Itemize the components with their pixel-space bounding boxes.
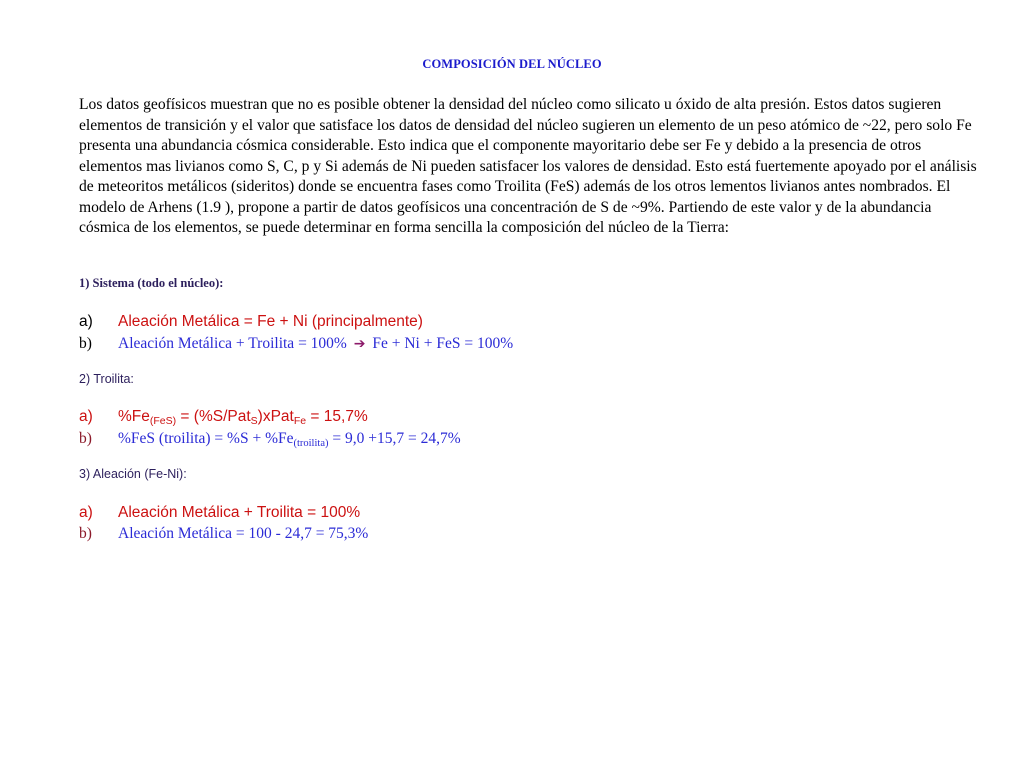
formula-subscript: Fe <box>293 415 307 427</box>
section-heading-troilita: 2) Troilita: <box>79 372 134 386</box>
formula-part: %FeS (troilita) = %S + %Fe <box>118 430 294 447</box>
arrow-right-icon: ➔ <box>353 336 366 352</box>
formula-part: = 9,0 +15,7 = 24,7% <box>328 430 461 447</box>
item-text: Aleación Metálica = Fe + Ni (principalmente) <box>118 313 423 330</box>
formula-subscript: S <box>250 415 258 427</box>
aleacion-item-a <box>79 504 360 522</box>
formula-part: = (%S/Pat <box>176 408 251 425</box>
list-marker: b) <box>79 335 92 352</box>
item-text-result: Fe + Ni + FeS = 100% <box>368 335 514 352</box>
sistema-item-b <box>79 335 513 353</box>
list-marker: b) <box>79 525 92 542</box>
sistema-item-a <box>79 313 423 331</box>
formula-part: %Fe <box>118 408 150 425</box>
section-heading-sistema: 1) Sistema (todo el núcleo): <box>79 276 224 290</box>
item-text: Aleación Metálica = 100 - 24,7 = 75,3% <box>118 525 369 542</box>
item-text: Aleación Metálica + Troilita = 100% <box>118 335 351 352</box>
list-marker: a) <box>79 408 93 425</box>
list-marker: a) <box>79 504 93 521</box>
troilita-item-b <box>79 430 461 448</box>
intro-paragraph: Los datos geofísicos muestran que no es posible obtener la densidad del núcleo como silicato u óxido de alta presión. Estos datos sugieren elementos de transición y el valor que satisface los datos de densidad del núcleo sugieren un elemento de un peso atómico de ~22, pero solo Fe presenta una abundancia cósmica considerable. Esto indica que el componente mayoritario debe ser Fe y debido a la presencia de otros elementos mas livianos como S, C, p y Si además de Ni pueden satisfacer los valores de densidad. Esto está fuertemente apoyado por el análisis de meteoritos metálicos (sideritos) donde se encuentra fases como Troilita (FeS) además de los otros lementos livianos antes nombrados. El modelo de Arhens (1.9 ), propone a partir de datos geofísicos una concentración de S de ~9%. Partiendo de este valor y de la abundancia cósmica de los elementos, se puede determinar en forma sencilla la composición del núcleo de la Tierra: <box>79 96 977 236</box>
list-marker: a) <box>79 313 93 330</box>
troilita-item-a <box>79 408 368 426</box>
list-marker: b) <box>79 430 92 447</box>
formula-part: )xPat <box>257 408 294 425</box>
formula-part: = 15,7% <box>306 408 368 425</box>
aleacion-item-b <box>79 525 368 543</box>
item-text: Aleación Metálica + Troilita = 100% <box>118 504 361 521</box>
formula-subscript: (FeS) <box>149 415 177 427</box>
formula-subscript: (troilita) <box>293 438 329 449</box>
section-heading-aleacion: 3) Aleación (Fe-Ni): <box>79 467 187 481</box>
page-title: COMPOSICIÓN DEL NÚCLEO <box>422 57 602 71</box>
